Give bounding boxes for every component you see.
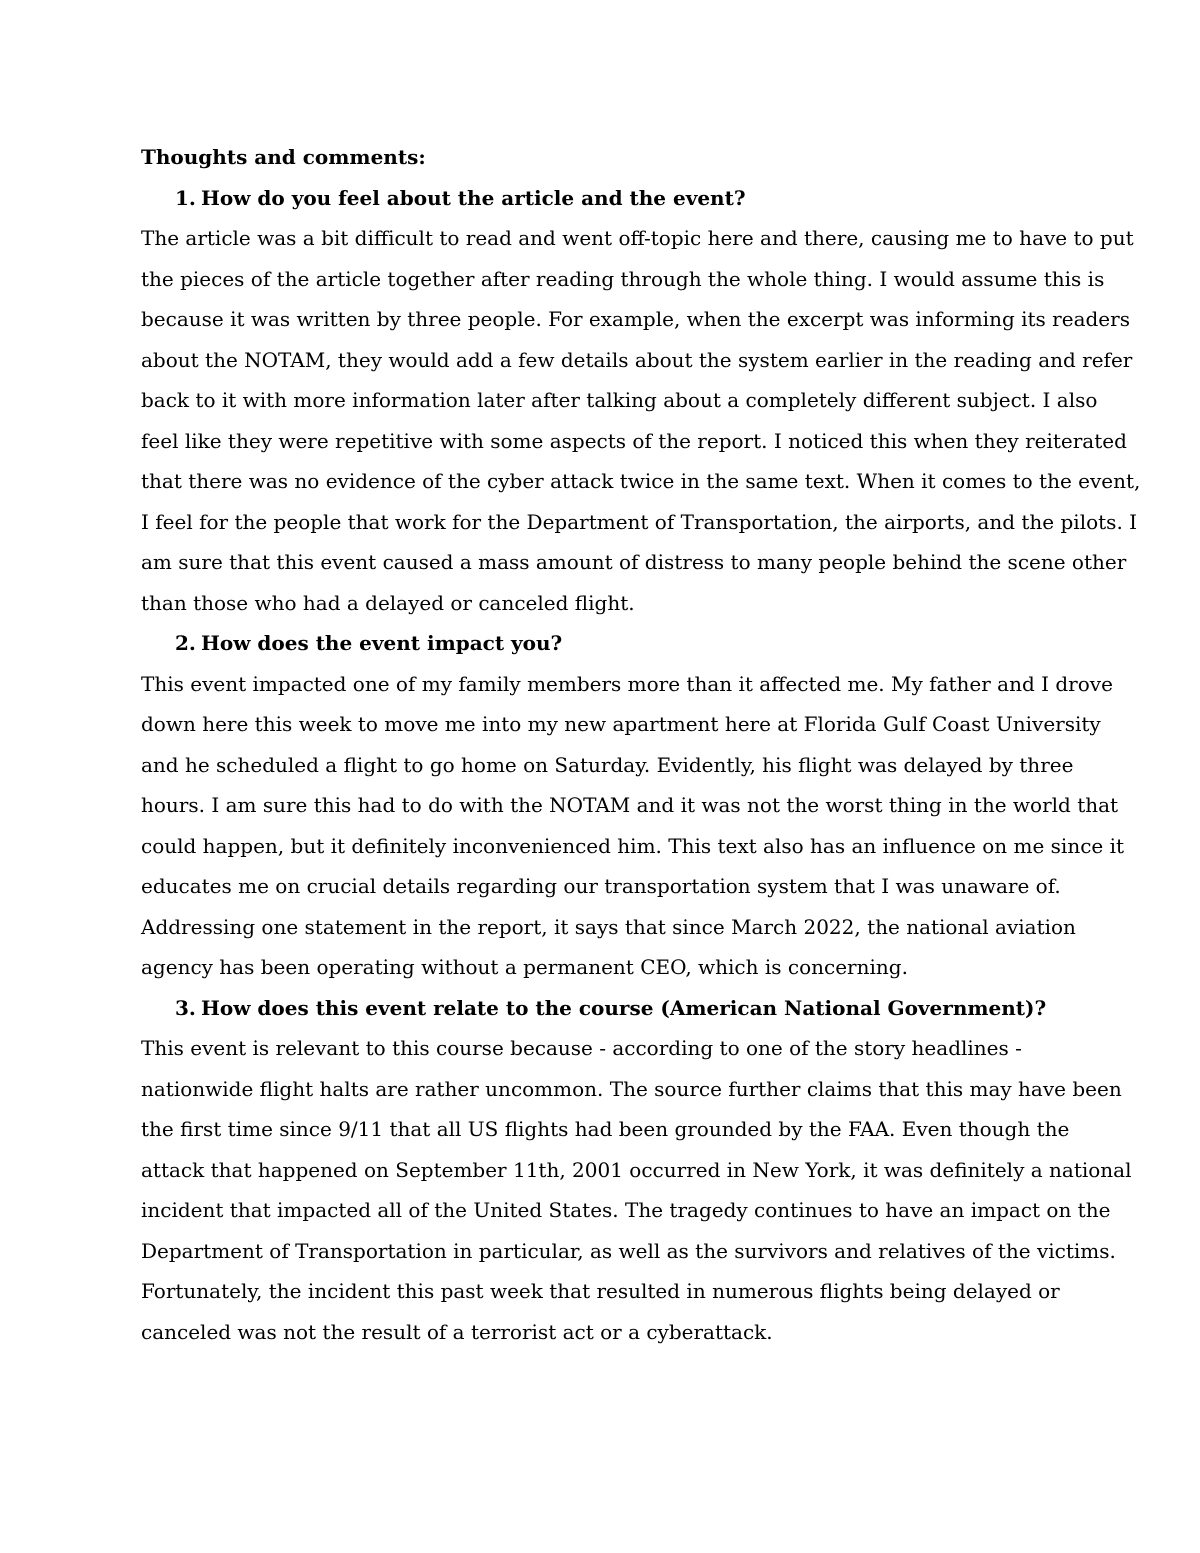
answer-line: the first time since 9/11 that all US flights had been grounded by the FAA. Even though the <box>141 1117 1070 1141</box>
sections-container <box>141 178 1141 1353</box>
answer-line: incident that impacted all of the United States. The tragedy continues to have an impact on the <box>141 1198 1111 1222</box>
question-number: 1. <box>175 185 196 210</box>
answer-line: back to it with more information later after talking about a completely different subject. I also <box>141 388 1098 412</box>
document-body <box>141 137 1141 1352</box>
question-heading <box>141 988 1061 1029</box>
question-number: 3. <box>175 995 196 1020</box>
answer-line: than those who had a delayed or canceled flight. <box>141 590 635 615</box>
answer-line: Addressing one statement in the report, it says that since March 2022, the national aviation <box>141 914 1076 939</box>
answer-line: educates me on crucial details regarding our transportation system that I was unaware of. <box>141 874 1061 898</box>
question-text: How do you feel about the article and the event? <box>201 185 746 210</box>
answer-line: hours. I am sure this had to do with the NOTAM and it was not the worst thing in the world that <box>141 793 1119 817</box>
answer-line: I feel for the people that work for the Department of Transportation, the airports, and the pilots. I <box>141 509 1138 534</box>
question-heading <box>141 623 1061 664</box>
answer-line: down here this week to move me into my new apartment here at Florida Gulf Coast University <box>141 712 1101 736</box>
answer-line: The article was a bit difficult to read and went off-topic here and there, causing me to have to put <box>141 226 1134 250</box>
answer-line: This event impacted one of my family members more than it affected me. My father and I drove <box>141 671 1113 696</box>
answer-line: Department of Transportation in particular, as well as the survivors and relatives of the victims. <box>141 1238 1116 1263</box>
answer-line: the pieces of the article together after reading through the whole thing. I would assume this is <box>141 266 1105 291</box>
answer-line: nationwide flight halts are rather uncommon. The source further claims that this may have been <box>141 1076 1122 1101</box>
answer-line: canceled was not the result of a terrorist act or a cyberattack. <box>141 1319 773 1344</box>
question-heading <box>141 178 1061 219</box>
answer-line: attack that happened on September 11th, 2001 occurred in New York, it was definitely a national <box>141 1157 1132 1182</box>
document-heading: Thoughts and comments: <box>141 145 426 169</box>
answer-paragraph <box>141 1028 1132 1352</box>
answer-paragraph <box>141 664 1125 988</box>
answer-line: Fortunately, the incident this past week that resulted in numerous flights being delayed or <box>141 1279 1060 1303</box>
answer-line: This event is relevant to this course because - according to one of the story headlines - <box>141 1036 1022 1060</box>
answer-line: am sure that this event caused a mass amount of distress to many people behind the scene other <box>141 550 1127 574</box>
answer-line: feel like they were repetitive with some aspects of the report. I noticed this when they reiterated <box>141 428 1127 453</box>
answer-line: agency has been operating without a permanent CEO, which is concerning. <box>141 955 908 979</box>
answer-line: because it was written by three people. For example, when the excerpt was informing its readers <box>141 307 1130 331</box>
answer-line: that there was no evidence of the cyber attack twice in the same text. When it comes to the event, <box>141 469 1141 493</box>
answer-line: and he scheduled a flight to go home on Saturday. Evidently, his flight was delayed by three <box>141 752 1074 777</box>
answer-line: could happen, but it definitely inconvenienced him. This text also has an influence on me since it <box>141 833 1125 858</box>
question-text: How does the event impact you? <box>201 631 563 655</box>
answer-paragraph <box>141 218 1141 623</box>
answer-line: about the NOTAM, they would add a few details about the system earlier in the reading and refer <box>141 347 1133 372</box>
question-text: How does this event relate to the course (American National Government)? <box>201 995 1047 1020</box>
question-number: 2. <box>175 631 196 655</box>
